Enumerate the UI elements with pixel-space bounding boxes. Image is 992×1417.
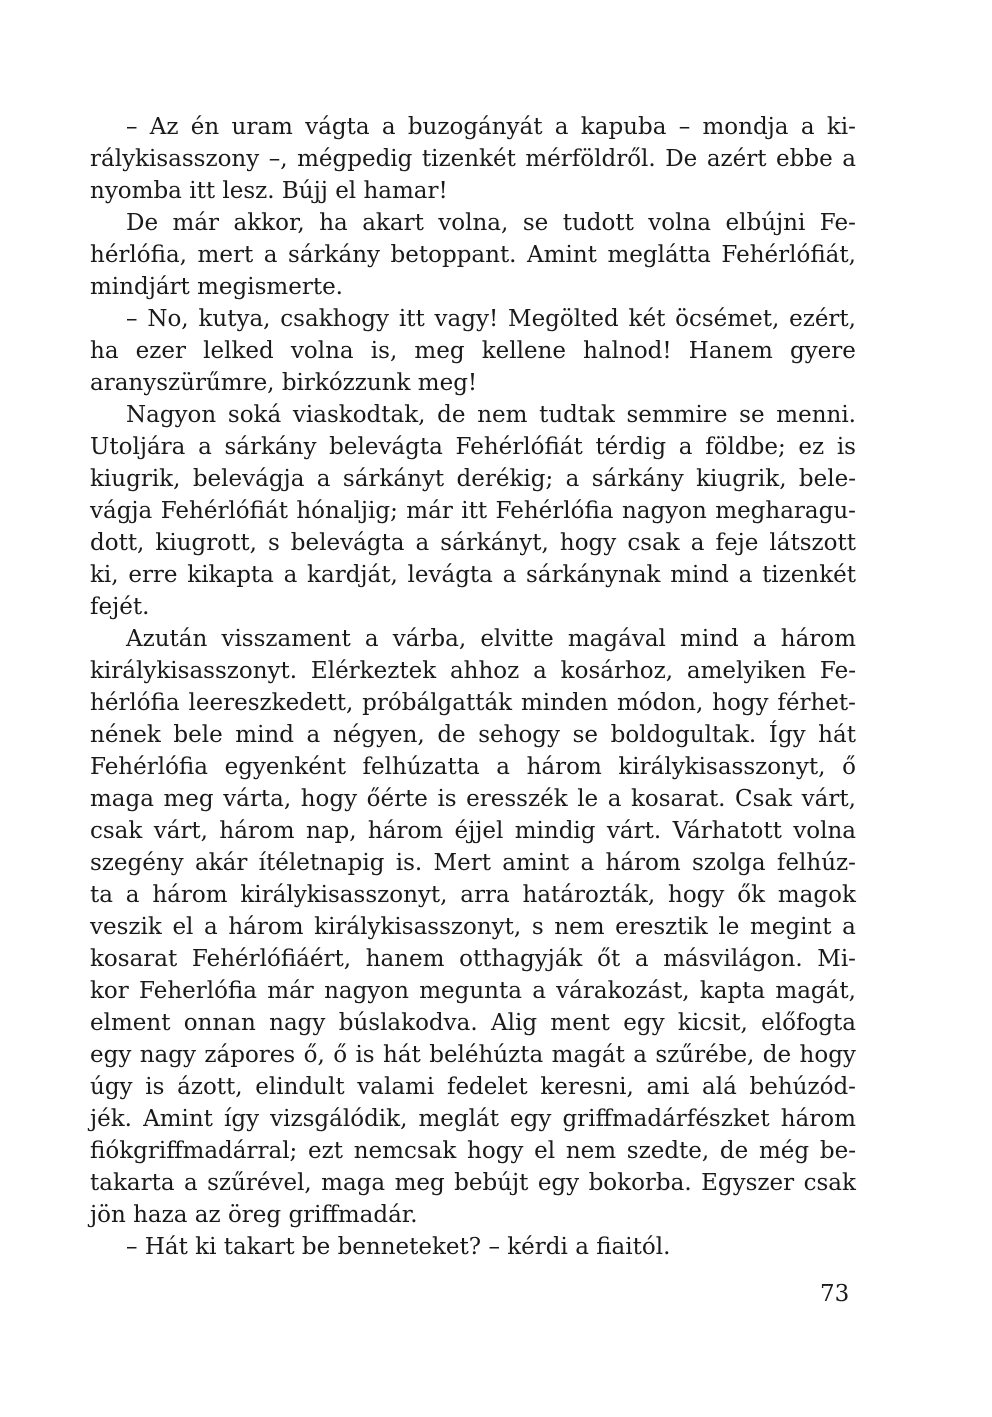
text-line: vágja Fehérlófiát hónaljig; már itt Fehérlófia nagyon megharagu- (90, 498, 856, 524)
text-line: ki, erre kikapta a kardját, levágta a sárkánynak mind a tizenkét (90, 562, 856, 588)
text-line: Azután visszament a várba, elvitte magával mind a három (126, 626, 856, 652)
text-line: rálykisasszony –, mégpedig tizenkét mérföldről. De azért ebbe a (90, 146, 856, 172)
text-line: takarta a szűrével, maga meg bebújt egy bokorba. Egyszer csak (90, 1170, 856, 1196)
text-line: királykisasszonyt. Elérkeztek ahhoz a kosárhoz, amelyiken Fe- (90, 658, 856, 684)
text-line: szegény akár ítéletnapig is. Mert amint a három szolga felhúz- (90, 850, 856, 876)
text-line: Fehérlófia egyenként felhúzatta a három királykisasszonyt, ő (90, 754, 856, 780)
text-line: mindjárt megismerte. (90, 274, 343, 300)
text-line: kosarat Fehérlófiáért, hanem otthagyják őt a másvilágon. Mi- (90, 946, 856, 972)
text-line: fiókgriffmadárral; ezt nemcsak hogy el nem szedte, de még be- (90, 1138, 856, 1164)
text-line: úgy is ázott, elindult valami fedelet keresni, ami alá behúzód- (90, 1074, 856, 1100)
text-line: egy nagy zápores ő, ő is hát beléhúzta magát a szűrébe, de hogy (90, 1042, 856, 1068)
text-body (90, 111, 856, 1263)
page-number: 73 (820, 1281, 850, 1307)
text-line: elment onnan nagy búslakodva. Alig ment egy kicsit, előfogta (90, 1010, 856, 1036)
text-line: – No, kutya, csakhogy itt vagy! Megölted két öcsémet, ezért, (126, 306, 856, 332)
text-line: De már akkor, ha akart volna, se tudott volna elbújni Fe- (126, 210, 856, 236)
text-line: hérlófia leereszkedett, próbálgatták minden módon, hogy férhet- (90, 690, 856, 716)
text-line: fejét. (90, 594, 150, 620)
text-line: veszik el a három királykisasszonyt, s nem eresztik le megint a (90, 914, 856, 940)
text-line: jön haza az öreg griffmadár. (90, 1202, 418, 1228)
text-line: hérlófia, mert a sárkány betoppant. Amint meglátta Fehérlófiát, (90, 242, 856, 268)
text-line: nének bele mind a négyen, de sehogy se boldogultak. Így hát (90, 722, 856, 748)
text-line: Utoljára a sárkány belevágta Fehérlófiát térdig a földbe; ez is (90, 434, 856, 460)
text-line: – Az én uram vágta a buzogányát a kapuba – mondja a ki- (126, 114, 856, 140)
text-line: ta a három királykisasszonyt, arra határozták, hogy ők magok (90, 882, 856, 908)
text-line: – Hát ki takart be benneteket? – kérdi a fiaitól. (126, 1234, 671, 1260)
text-line: kor Feherlófia már nagyon megunta a várakozást, kapta magát, (90, 978, 856, 1004)
text-line: maga meg várta, hogy őérte is eresszék le a kosarat. Csak várt, (90, 786, 856, 812)
text-line: aranyszürűmre, birkózzunk meg! (90, 370, 478, 396)
text-line: ha ezer lelked volna is, meg kellene halnod! Hanem gyere (90, 338, 856, 364)
text-line: nyomba itt lesz. Bújj el hamar! (90, 178, 448, 204)
text-line: dott, kiugrott, s belevágta a sárkányt, hogy csak a feje látszott (90, 530, 856, 556)
text-line: kiugrik, belevágja a sárkányt derékig; a sárkány kiugrik, bele- (90, 466, 856, 492)
text-line: csak várt, három nap, három éjjel mindig várt. Várhatott volna (90, 818, 856, 844)
text-line: Nagyon soká viaskodtak, de nem tudtak semmire se menni. (126, 402, 856, 428)
text-line: jék. Amint így vizsgálódik, meglát egy griffmadárfészket három (90, 1106, 856, 1132)
